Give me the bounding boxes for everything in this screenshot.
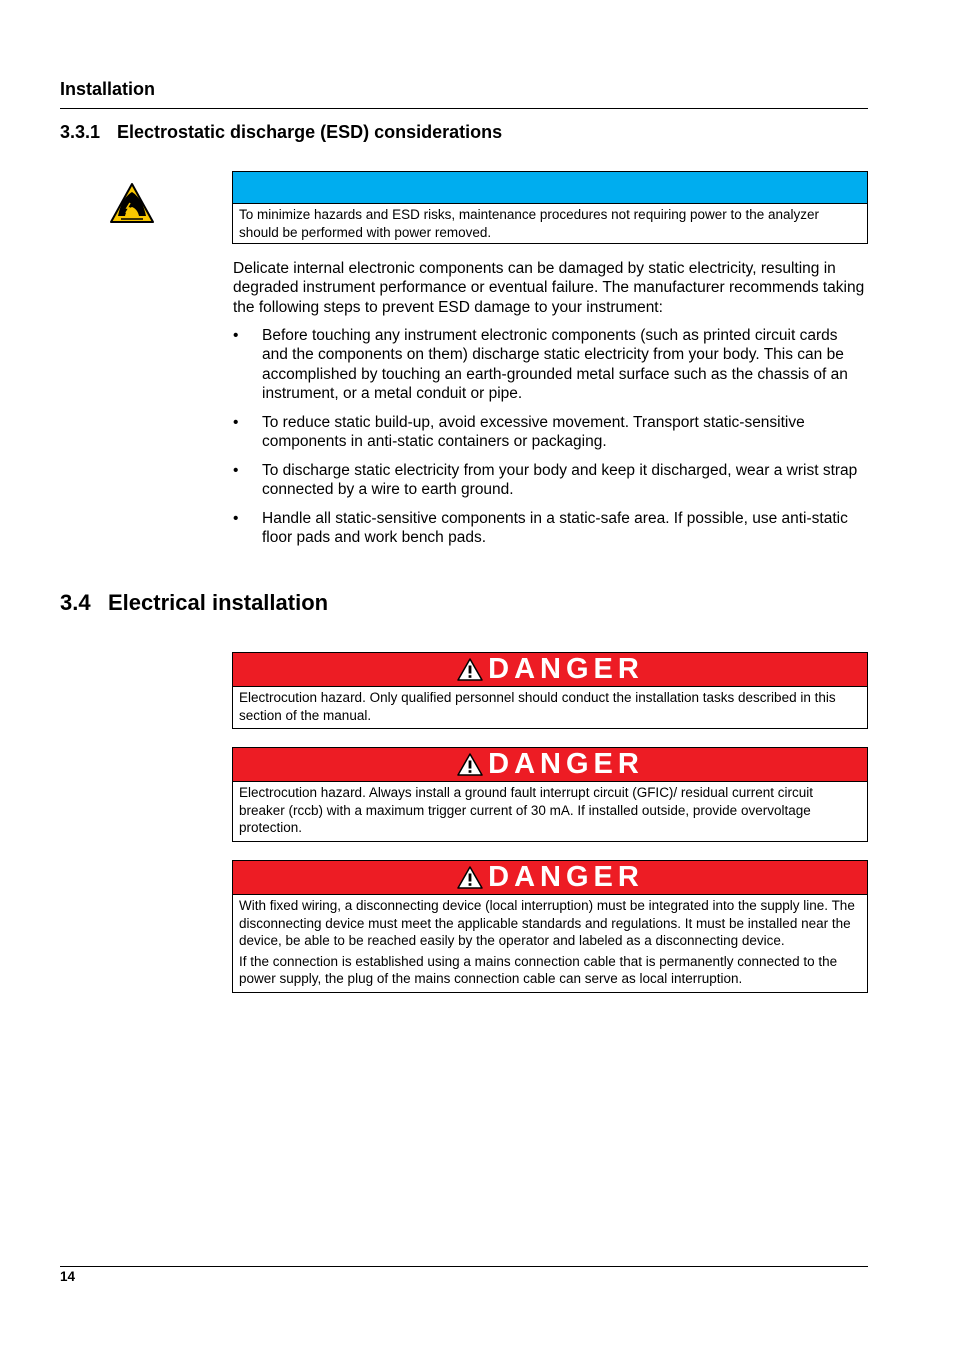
danger-box-3	[232, 860, 868, 993]
danger-paragraph: Electrocution hazard. Always install a ground fault interrupt circuit (GFIC)/ residual current circuit breaker (rccb) with a maximum trigger current of 30 mA. If installed outside, provide overvoltage protection.	[239, 785, 813, 836]
danger-message	[233, 895, 867, 992]
page-number: 14	[60, 1269, 76, 1284]
warning-triangle-icon	[456, 752, 484, 777]
danger-label: DANGER	[488, 748, 644, 780]
esd-warning-icon	[109, 182, 155, 224]
header-divider	[60, 108, 868, 109]
bullet-marker: •	[233, 461, 239, 479]
subsection-heading	[60, 122, 502, 143]
esd-notice-text: To minimize hazards and ESD risks, maintenance procedures not requiring power to the analyzer should be performed with power removed.	[239, 207, 820, 240]
warning-triangle-icon	[456, 865, 484, 890]
danger-paragraph: If the connection is established using a mains connection cable that is permanently connected to the power supply, the plug of the mains connection cable can serve as local interruption.	[239, 953, 838, 987]
section-number: 3.4	[60, 590, 91, 615]
list-item-text: Handle all static-sensitive components in a static-safe area. If possible, use anti-static floor pads and work bench pads.	[262, 509, 848, 547]
danger-paragraph: With fixed wiring, a disconnecting device (local interruption) must be integrated into the supply line. The disconnecting device must meet the applicable standards and regulations. It must be installed near the device, be able to be reached easily by the operator and labeled as a disconnecting device.	[239, 898, 855, 949]
list-item	[233, 326, 867, 403]
danger-box-2	[232, 747, 868, 842]
danger-message	[233, 687, 867, 728]
list-item	[233, 509, 867, 548]
esd-notice-box	[232, 171, 868, 244]
danger-bar	[233, 653, 867, 687]
subsection-number: 3.3.1	[60, 122, 101, 142]
danger-box-1	[232, 652, 868, 729]
warning-triangle-icon	[456, 657, 484, 682]
list-item-text: Before touching any instrument electronic components (such as printed circuit cards and the components on them) discharge static electricity from your body. This can be accomplished by touching an earth-grounded metal surface such as the chassis of an instrument, or a metal conduit or pipe.	[262, 327, 848, 402]
intro-paragraph: Delicate internal electronic components can be damaged by static electricity, resulting in degraded instrument performance or eventual failure. The manufacturer recommends taking the following steps to prevent ESD damage to your instrument:	[233, 260, 865, 316]
bullet-marker: •	[233, 327, 239, 344]
page-header-title: Installation	[60, 79, 156, 99]
bullet-marker: •	[233, 413, 239, 431]
esd-steps-list	[233, 326, 867, 557]
esd-notice-bar	[233, 172, 867, 204]
danger-paragraph: Electrocution hazard. Only qualified personnel should conduct the installation tasks described in this section of the manual.	[239, 690, 836, 723]
bullet-marker: •	[233, 509, 239, 527]
subsection-title: Electrostatic discharge (ESD) considerations	[117, 122, 503, 142]
danger-label: DANGER	[488, 861, 644, 893]
danger-label: DANGER	[488, 653, 644, 685]
danger-bar	[233, 861, 867, 895]
danger-bar	[233, 748, 867, 782]
section-heading	[60, 590, 328, 616]
footer-divider	[60, 1266, 868, 1267]
danger-message	[233, 782, 867, 841]
list-item-text: To discharge static electricity from your body and keep it discharged, wear a wrist strap connected by a wire to earth ground.	[262, 461, 858, 499]
section-title: Electrical installation	[108, 590, 329, 615]
list-item	[233, 461, 867, 500]
list-item	[233, 413, 867, 452]
list-item-text: To reduce static build-up, avoid excessive movement. Transport static-sensitive components in anti-static containers or packaging.	[262, 413, 805, 450]
